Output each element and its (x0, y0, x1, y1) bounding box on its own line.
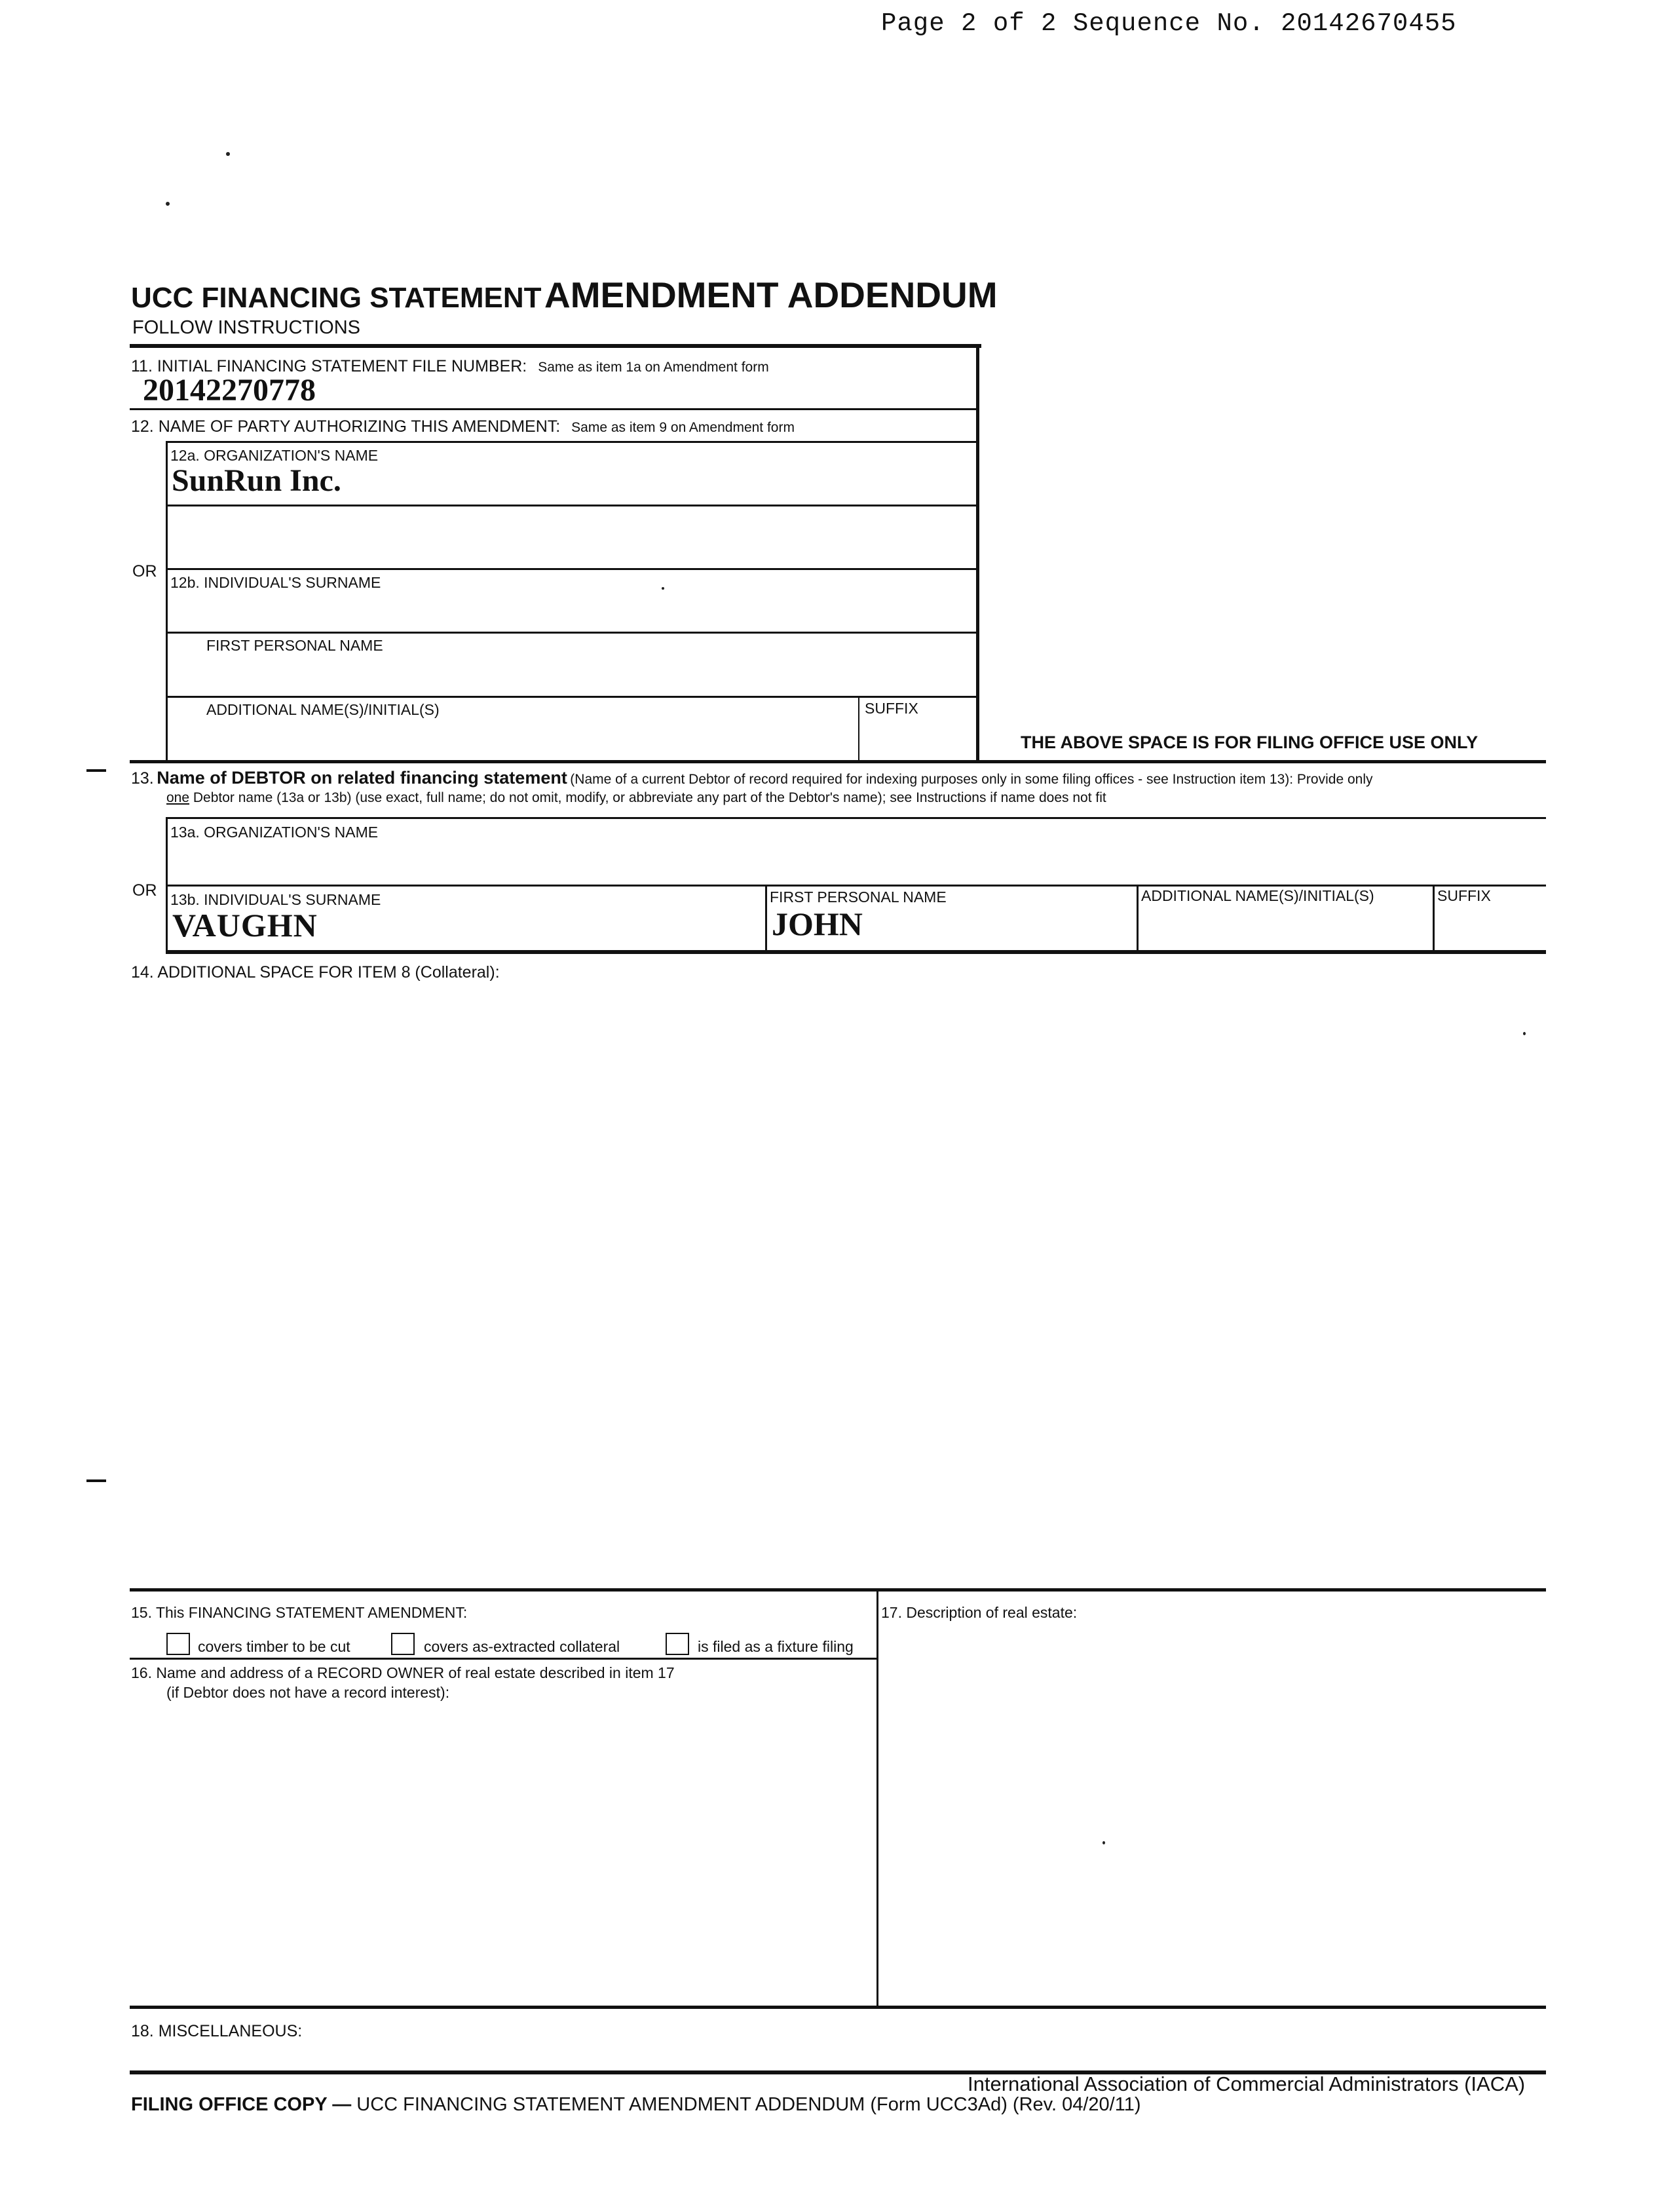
item12b-label: 12b. INDIVIDUAL'S SURNAME (170, 574, 381, 591)
rule-top (130, 344, 981, 348)
filing-office-note: THE ABOVE SPACE IS FOR FILING OFFICE USE ONLY (1021, 733, 1479, 752)
item11-file-number[interactable]: 20142270778 (143, 373, 316, 408)
item13-label-main: Name of DEBTOR on related financing statement (157, 768, 567, 788)
as-extracted-option-label: covers as-extracted collateral (424, 1638, 620, 1655)
rule-13-suffix-divider (1433, 885, 1435, 951)
scan-speck (166, 202, 170, 206)
item15-label: 15. This FINANCING STATEMENT AMENDMENT: (131, 1604, 468, 1621)
item12-first-label: FIRST PERSONAL NAME (206, 637, 383, 654)
item12-label-row (131, 417, 795, 436)
item12-additional-label: ADDITIONAL NAME(S)/INITIAL(S) (206, 701, 440, 718)
item14-collateral-area[interactable] (172, 983, 1541, 1586)
item13b-surname[interactable]: VAUGHN (172, 907, 318, 944)
item13-line2 (166, 790, 1106, 806)
item11-label: 11. INITIAL FINANCING STATEMENT FILE NUMBER: (131, 357, 527, 375)
rule-12b-top (166, 568, 979, 570)
footer-iaca: International Association of Commercial Administrators (IACA) (968, 2072, 1526, 2095)
follow-instructions: FOLLOW INSTRUCTIONS (132, 317, 361, 338)
item13-label-row (131, 768, 1372, 788)
page-sequence-header: Page 2 of 2 Sequence No. 20142670455 (881, 9, 1457, 38)
item13-label-detail: (Name of a current Debtor of record required for indexing purposes only in some filing offices - see Instruction item 13): Provide only (570, 772, 1373, 787)
item13-or: OR (132, 881, 157, 900)
item16-label: 16. Name and address of a RECORD OWNER of real estate described in item 17 (131, 1664, 675, 1681)
form-title-large: AMENDMENT ADDENDUM (544, 275, 998, 315)
footer-copy-line (131, 2094, 1141, 2116)
rule-13-first-divider (765, 885, 767, 951)
rule-12-left (166, 441, 168, 762)
item12-or: OR (132, 562, 157, 581)
item13-line2-rest: Debtor name (13a or 13b) (use exact, full name; do not omit, modify, or abbreviate any part of the Debtor's name); see Instructions if name does not fit (193, 790, 1106, 805)
item11-note: Same as item 1a on Amendment form (538, 360, 769, 375)
item12-note: Same as item 9 on Amendment form (571, 420, 795, 435)
rule-11-bottom (130, 408, 979, 410)
item13-first-name[interactable]: JOHN (772, 906, 863, 942)
rule-13a-bottom (166, 885, 1546, 887)
footer-copy-rest: UCC FINANCING STATEMENT AMENDMENT ADDENDUM (Form UCC3Ad) (Rev. 04/20/11) (356, 2094, 1141, 2115)
rule-right-box (976, 344, 979, 762)
rule-13-additional-divider (1137, 885, 1139, 951)
item12-label: 12. NAME OF PARTY AUTHORIZING THIS AMENDMENT: (131, 417, 561, 436)
scan-speck (662, 587, 664, 590)
item14-label: 14. ADDITIONAL SPACE FOR ITEM 8 (Collateral): (131, 963, 500, 982)
item17-label: 17. Description of real estate: (881, 1604, 1078, 1621)
rule-12-first-bottom (166, 696, 979, 698)
timber-checkbox[interactable] (166, 1633, 190, 1655)
item17-real-estate-area[interactable] (884, 1625, 1539, 1998)
item13b-label: 13b. INDIVIDUAL'S SURNAME (170, 891, 381, 908)
fixture-filing-checkbox[interactable] (666, 1633, 689, 1655)
as-extracted-checkbox[interactable] (391, 1633, 415, 1655)
item12-suffix-label: SUFFIX (865, 700, 918, 717)
rule-15-bottom (130, 1658, 878, 1660)
item18-label: 18. MISCELLANEOUS: (131, 2022, 303, 2040)
item12a-label: 12a. ORGANIZATION'S NAME (170, 447, 379, 464)
item16-sublabel: (if Debtor does not have a record interest): (166, 1684, 450, 1701)
form-title (131, 274, 998, 316)
rule-12b-bottom (166, 632, 979, 634)
item13a-label: 13a. ORGANIZATION'S NAME (170, 824, 379, 841)
rule-12-suffix-divider (858, 696, 859, 761)
form-title-small: UCC FINANCING STATEMENT (131, 282, 542, 314)
rule-13-top (130, 760, 1546, 763)
rule-18-top (130, 2006, 1546, 2009)
item12a-org-name[interactable]: SunRun Inc. (172, 463, 341, 498)
item13-suffix-label: SUFFIX (1437, 887, 1491, 904)
footer-copy-bold: FILING OFFICE COPY — (131, 2094, 352, 2115)
item16-record-owner-area[interactable] (166, 1704, 867, 1998)
rule-13-bottom (166, 950, 1546, 954)
rule-12a-bottom (166, 505, 979, 506)
scan-speck (226, 152, 230, 156)
fixture-filing-option-label: is filed as a fixture filing (698, 1638, 854, 1655)
item13-first-label: FIRST PERSONAL NAME (770, 888, 947, 906)
timber-option-label: covers timber to be cut (198, 1638, 350, 1655)
item13-additional-label: ADDITIONAL NAME(S)/INITIAL(S) (1141, 887, 1374, 904)
rule-13a-top (166, 817, 1546, 819)
item13-num: 13. (131, 769, 154, 788)
rule-12-top (166, 441, 979, 443)
margin-mark (86, 1479, 106, 1482)
rule-15-17-divider (876, 1588, 878, 2008)
item13-one: one (166, 790, 190, 805)
rule-15-top (130, 1588, 1546, 1592)
margin-mark (86, 769, 106, 772)
